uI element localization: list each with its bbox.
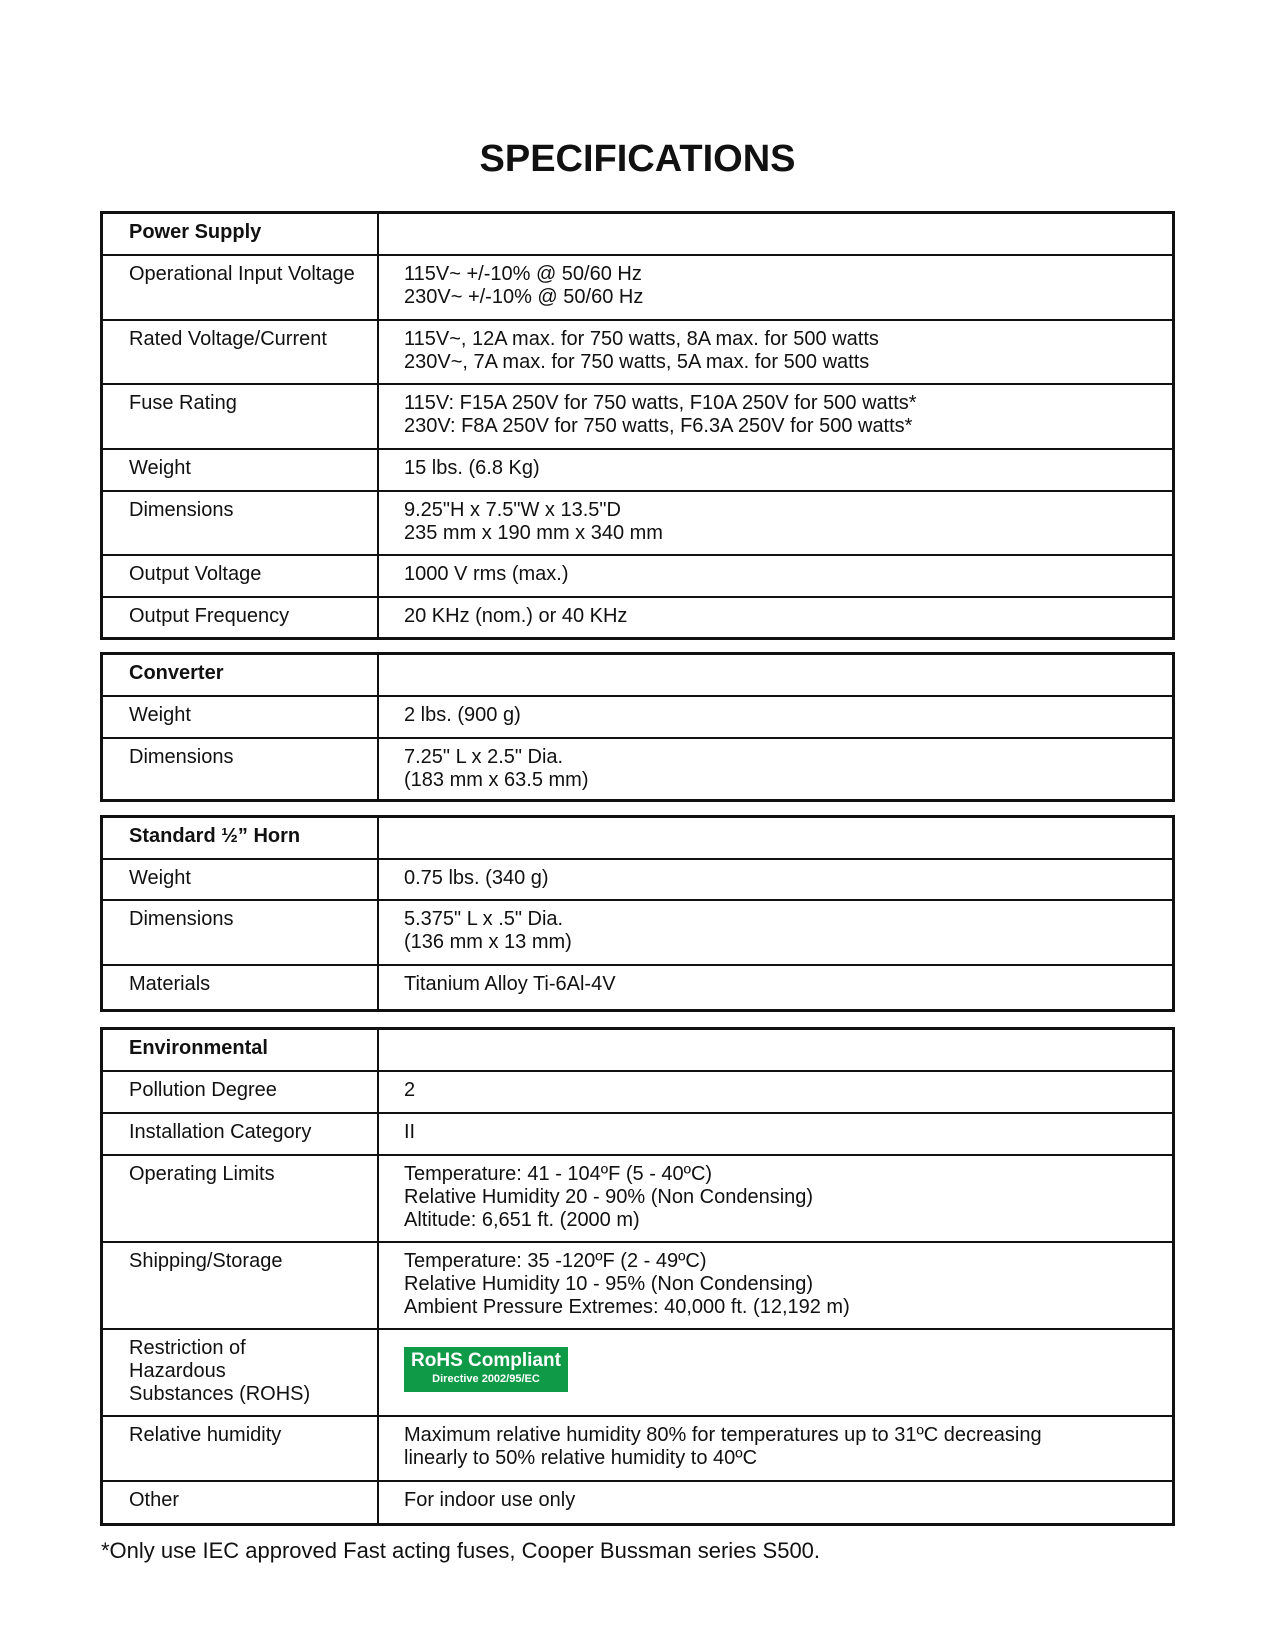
spec-row bbox=[102, 859, 1174, 900]
spec-row bbox=[102, 738, 1174, 801]
section-heading: Environmental bbox=[102, 1029, 379, 1071]
spec-value: 115V~, 12A max. for 750 watts, 8A max. for 500 watts 230V~, 7A max. for 750 watts, 5A max. for 500 watts bbox=[378, 320, 1174, 384]
spec-value: 15 lbs. (6.8 Kg) bbox=[378, 449, 1174, 491]
spec-label: Other bbox=[102, 1481, 379, 1525]
spec-label: Operating Limits bbox=[102, 1155, 379, 1242]
spec-label: Operational Input Voltage bbox=[102, 255, 379, 320]
spec-label: Weight bbox=[102, 696, 379, 738]
spec-row bbox=[102, 1071, 1174, 1113]
spec-row bbox=[102, 900, 1174, 965]
spec-label: Restriction of Hazardous Substances (ROHS) bbox=[102, 1329, 379, 1416]
spec-row bbox=[102, 255, 1174, 320]
spec-value: 0.75 lbs. (340 g) bbox=[378, 859, 1174, 900]
spec-value: 9.25"H x 7.5"W x 13.5"D 235 mm x 190 mm x 340 mm bbox=[378, 491, 1174, 555]
rohs-badge-title: RoHS Compliant bbox=[411, 1349, 561, 1371]
spec-value: Titanium Alloy Ti-6Al-4V bbox=[378, 965, 1174, 1011]
spec-row bbox=[102, 696, 1174, 738]
spec-value bbox=[378, 1329, 1174, 1416]
spec-row bbox=[102, 491, 1174, 555]
spec-row-rohs bbox=[102, 1329, 1174, 1416]
spec-value: Maximum relative humidity 80% for temperatures up to 31ºC decreasing linearly to 50% relative humidity to 40ºC bbox=[378, 1416, 1174, 1481]
spec-value: For indoor use only bbox=[378, 1481, 1174, 1525]
spec-row bbox=[102, 449, 1174, 491]
spec-value: 20 KHz (nom.) or 40 KHz bbox=[378, 597, 1174, 639]
spec-label: Output Voltage bbox=[102, 555, 379, 597]
spec-value: 115V: F15A 250V for 750 watts, F10A 250V for 500 watts* 230V: F8A 250V for 750 watts, F6.3A 250V for 500 watts* bbox=[378, 384, 1174, 449]
spec-label: Shipping/Storage bbox=[102, 1242, 379, 1329]
spec-value: 5.375" L x .5" Dia. (136 mm x 13 mm) bbox=[378, 900, 1174, 965]
spec-row bbox=[102, 597, 1174, 639]
spec-row bbox=[102, 320, 1174, 384]
power-supply-table bbox=[100, 211, 1175, 640]
spec-label: Output Frequency bbox=[102, 597, 379, 639]
converter-table bbox=[100, 652, 1175, 802]
spec-value: 7.25" L x 2.5" Dia. (183 mm x 63.5 mm) bbox=[378, 738, 1174, 801]
rohs-compliant-badge bbox=[404, 1347, 568, 1392]
spec-label: Rated Voltage/Current bbox=[102, 320, 379, 384]
spec-row bbox=[102, 1155, 1174, 1242]
spec-value: 2 lbs. (900 g) bbox=[378, 696, 1174, 738]
table-header-row bbox=[102, 1029, 1174, 1071]
section-heading: Standard ½” Horn bbox=[102, 817, 379, 859]
spec-label: Dimensions bbox=[102, 900, 379, 965]
rohs-badge-subtitle: Directive 2002/95/EC bbox=[432, 1372, 540, 1385]
spec-value: 1000 V rms (max.) bbox=[378, 555, 1174, 597]
spec-label: Weight bbox=[102, 859, 379, 900]
page-title: SPECIFICATIONS bbox=[479, 138, 796, 180]
table-header-row bbox=[102, 817, 1174, 859]
spec-row bbox=[102, 555, 1174, 597]
table-header-row bbox=[102, 213, 1174, 255]
spec-label: Pollution Degree bbox=[102, 1071, 379, 1113]
environmental-table bbox=[100, 1027, 1175, 1526]
spec-label: Materials bbox=[102, 965, 379, 1011]
spec-label: Dimensions bbox=[102, 738, 379, 801]
spec-row bbox=[102, 1113, 1174, 1155]
spec-label: Fuse Rating bbox=[102, 384, 379, 449]
spec-value: 2 bbox=[378, 1071, 1174, 1113]
spec-label: Relative humidity bbox=[102, 1416, 379, 1481]
spec-value: II bbox=[378, 1113, 1174, 1155]
spec-label: Dimensions bbox=[102, 491, 379, 555]
section-heading: Converter bbox=[102, 654, 379, 696]
horn-table bbox=[100, 815, 1175, 1012]
spec-row bbox=[102, 1481, 1174, 1525]
spec-row bbox=[102, 965, 1174, 1011]
spec-label: Weight bbox=[102, 449, 379, 491]
spec-value: Temperature: 41 - 104ºF (5 - 40ºC) Relative Humidity 20 - 90% (Non Condensing) Altitude: 6,651 ft. (2000 m) bbox=[378, 1155, 1174, 1242]
spec-value: Temperature: 35 -120ºF (2 - 49ºC) Relative Humidity 10 - 95% (Non Condensing) Ambient Pressure Extremes: 40,000 ft. (12,192 m) bbox=[378, 1242, 1174, 1329]
spec-row bbox=[102, 1242, 1174, 1329]
table-header-row bbox=[102, 654, 1174, 696]
spec-row bbox=[102, 1416, 1174, 1481]
spec-label: Installation Category bbox=[102, 1113, 379, 1155]
footnote: *Only use IEC approved Fast acting fuses, Cooper Bussman series S500. bbox=[101, 1538, 821, 1563]
spec-row bbox=[102, 384, 1174, 449]
section-heading: Power Supply bbox=[102, 213, 379, 255]
spec-value: 115V~ +/-10% @ 50/60 Hz 230V~ +/-10% @ 50/60 Hz bbox=[378, 255, 1174, 320]
